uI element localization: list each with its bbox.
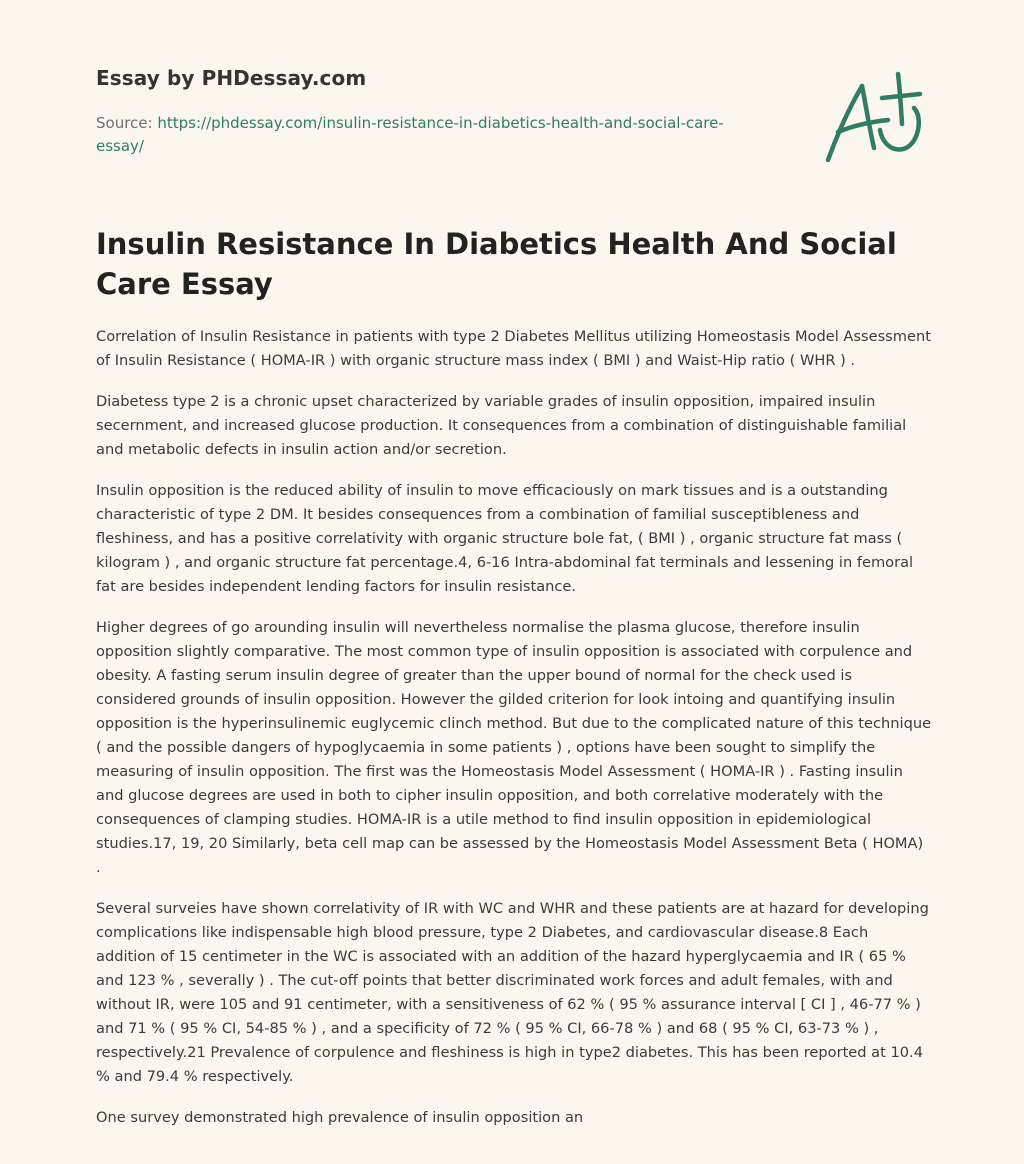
source-link[interactable]: https://phdessay.com/insulin-resistance-in-diabetics-health-and-social-care-essay/ [96, 114, 724, 155]
paragraph: Diabetess type 2 is a chronic upset characterized by variable grades of insulin opposition, impaired insulin secernment, and increased glucose production. It consequences from a combination of distinguishable familial and metabolic defects in insulin action and/or secretion. [96, 393, 907, 458]
paragraph: Insulin opposition is the reduced ability of insulin to move efficaciously on mark tissues and is a outstanding characteristic of type 2 DM. It besides consequences from a combination of familial susceptibleness and fleshiness, and has a positive correlativity with organic structure bole fat, ( BMI ) , organic structure fat mass ( kilogram ) , and organic structure fat percentage.4, 6-16 Intra-abdominal fat terminals and lessening in femoral fat are besides independent lending factors for insulin resistance. [96, 482, 914, 595]
source-line [96, 112, 756, 158]
paragraph: One survey demonstrated high prevalence of insulin opposition an [96, 1109, 584, 1126]
a-plus-logo-icon [822, 68, 926, 166]
source-label: Source: [96, 114, 153, 132]
paragraph: Several surveies have shown correlativity of IR with WC and WHR and these patients are at hazard for developing complications like indispensable high blood pressure, type 2 Diabetes, and cardiovascular disease.8 Each addition of 15 centimeter in the WC is associated with an addition of the hazard hyperglycaemia and IR ( 65 % and 123 % , severally ) . The cut-off points that better discriminated work forces and adult females, with and without IR, were 105 and 91 centimeter, with a sensitiveness of 62 % ( 95 % assurance interval [ CI ] , 46-77 % ) and 71 % ( 95 % CI, 54-85 % ) , and a specificity of 72 % ( 95 % CI, 66-78 % ) and 68 ( 95 % CI, 63-73 % ) , respectively.21 Prevalence of corpulence and fleshiness is high in type2 diabetes. This has been reported at 10.4 % and 79.4 % respectively. [96, 900, 929, 1085]
paragraph: Correlation of Insulin Resistance in patients with type 2 Diabetes Mellitus utilizing Homeostasis Model Assessment of Insulin Resistance ( HOMA-IR ) with organic structure mass index ( BMI ) and Waist-Hip ratio ( WHR ) . [96, 328, 931, 369]
paragraph: Higher degrees of go arounding insulin will nevertheless normalise the plasma glucose, therefore insulin opposition slightly comparative. The most common type of insulin opposition is associated with corpulence and obesity. A fasting serum insulin degree of greater than the upper bound of normal for the check used is considered grounds of insulin opposition. However the gilded criterion for look intoing and quantifying insulin opposition is the hyperinsulinemic euglycemic clinch method. But due to the complicated nature of this technique ( and the possible dangers of hypoglycaemia in some patients ) , options have been sought to simplify the measuring of insulin opposition. The first was the Homeostasis Model Assessment ( HOMA-IR ) . Fasting insulin and glucose degrees are used in both to cipher insulin opposition, and both correlative moderately with the consequences of clamping studies. HOMA-IR is a utile method to find insulin opposition in epidemiological studies.17, 19, 20 Similarly, beta cell map can be assessed by the Homeostasis Model Assessment Beta ( HOMA) . [96, 619, 932, 876]
site-brand: Essay by PHDessay.com [96, 66, 367, 90]
essay-body [96, 325, 932, 1147]
essay-title: Insulin Resistance In Diabetics Health And Social Care Essay [96, 227, 897, 301]
